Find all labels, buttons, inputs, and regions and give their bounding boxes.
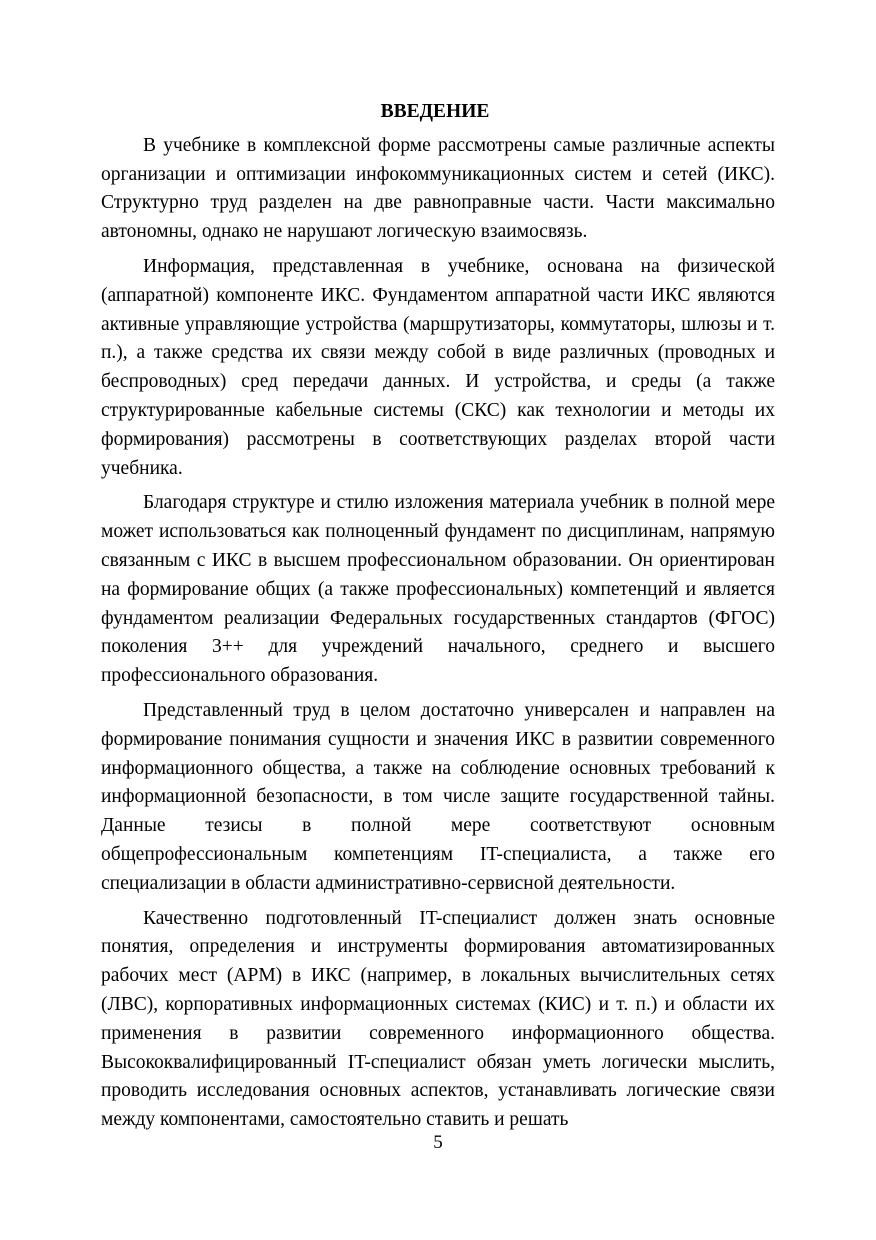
paragraph-2: Информация, представленная в учебнике, основана на физической (аппаратной) компоненте ИКС. Фундаментом аппаратной части ИКС являются активные управляющие устройства (маршрутизаторы, коммутаторы, шлюзы и т. п.), а также средства их связи между собой в виде различных (проводных и беспроводных) сред передачи данных. И устройства, и среды (а также структурированные кабельные системы (СКС) как технологии и методы их формирования) рассмотрены в соответствующих разделах второй части учебника. — [101, 255, 775, 479]
page-title: ВВЕДЕНИЕ — [380, 101, 490, 122]
paragraph-3: Благодаря структуре и стилю изложения материала учебник в полной мере может использоваться как полноценный фундамент по дисциплинам, напрямую связанным с ИКС в высшем профессиональном образовании. Он ориентирован на формирование общих (а также профессиональных) компетенций и является фундаментом реализации Федеральных государственных стандартов (ФГОС) поколения 3++ для учреждений начального, среднего и высшего профессионального образования. — [101, 492, 775, 687]
document-page — [101, 98, 775, 1141]
paragraph-1: В учебнике в комплексной форме рассмотрены самые различные аспекты организации и оптимизации инфокоммуникационных систем и сетей (ИКС). Структурно труд разделен на две равноправные части. Части максимально автономны, однако не нарушают логическую взаимосвязь. — [101, 134, 775, 243]
paragraph-5: Качественно подготовленный IT-специалист должен знать основные понятия, определения и инструменты формирования автоматизированных рабочих мест (АРМ) в ИКС (например, в локальных вычислительных сетях (ЛВС), корпоративных информационных системах (КИС) и т. п.) и области их применения в развитии современного информационного общества. Высококвалифицированный IT-специалист обязан уметь логически мыслить, проводить исследования основных аспектов, устанавливать логические связи между компонентами, самостоятельно ставить и решать — [101, 907, 775, 1131]
page-number: 5 — [433, 1132, 443, 1153]
paragraph-4: Представленный труд в целом достаточно универсален и направлен на формирование понимания сущности и значения ИКС в развитии современного информационного общества, а также на соблюдение основных требований к информационной безопасности, в том числе защите государственной тайны. Данные тезисы в полной мере соответствуют основным общепрофессиональным компетенциям IT-специалиста, а также его специализации в области административно-сервисной деятельности. — [101, 699, 775, 894]
